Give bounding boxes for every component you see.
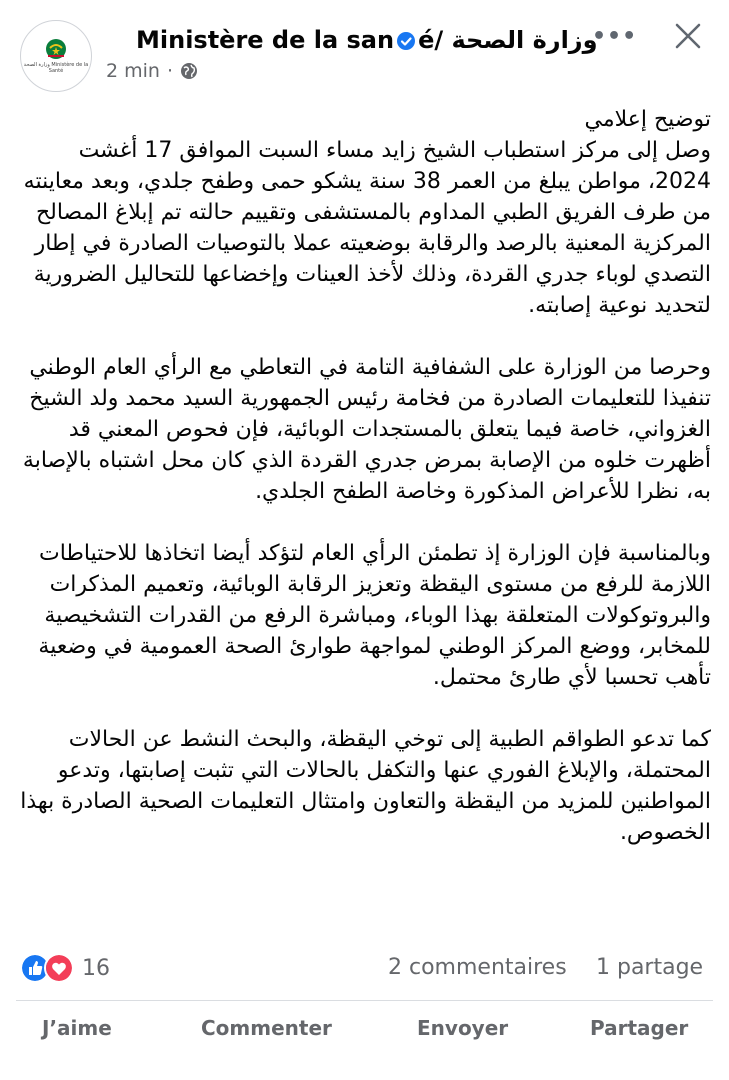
send-button[interactable]: Envoyer <box>417 1016 509 1040</box>
post-body <box>14 104 711 879</box>
divider <box>16 1000 713 1001</box>
shares-count[interactable]: 1 partage <box>596 955 704 980</box>
post-paragraph-2: وحرصا من الوزارة على الشفافية التامة في التعاطي مع الرأي العام الوطني تنفيذا للتعليمات الصادرة من فخامة رئيس الجمهورية السيد محمد ولد الشيخ الغزواني، خاصة فيما يتعلق بالمستجدات الوبائية، فإن فحوص المعني قد أظهرت خلوه من الإصابة بمرض جدري القردة الذي كان محل اشتباه بالإصابة به، نظرا للأعراض المذكورة وخاصة الطفح الجلدي. <box>22 355 711 504</box>
post-meta <box>106 60 198 82</box>
more-options-icon[interactable]: ••• <box>592 24 638 49</box>
post-title: توضيح إعلامي <box>584 107 711 132</box>
reactions-summary[interactable] <box>20 953 110 983</box>
post-paragraph-1: وصل إلى مركز استطباب الشيخ زايد مساء السبت الموافق 17 أغشت 2024، مواطن يبلغ من العمر 38 سنة يشكو حمى وطفح جلدي، وبعد معاينته من طرف الفريق الطبي المداوم بالمستشفى وتقييم حالته تم إبلاغ المصالح المركزية المعنية بالرصد والرقابة بوضعيته عملا بالتوصيات الصادرة في إطار التصدي لوباء جدري القردة، وذلك لأخذ العينات وإخضاعها للتحاليل الضرورية لتحديد نوعية إصابته. <box>23 138 711 318</box>
love-reaction-icon <box>44 953 74 983</box>
verified-badge-icon <box>396 31 416 51</box>
page-name-suffix: é/ وزارة الصحة <box>418 26 598 54</box>
share-button[interactable]: Partager <box>590 1016 689 1040</box>
close-icon[interactable] <box>672 20 704 52</box>
post-paragraph-3: وبالمناسبة فإن الوزارة إذ تطمئن الرأي العام لتؤكد أيضا اتخاذها للاحتياطات اللازمة للرفع من مستوى اليقظة وتعزيز الرقابة الوبائية، وتعميم المذكرات والبروتوكولات المتعلقة بهذا الوباء، ومباشرة الرفع من القدرات التشخيصية للمخابر، ووضع المركز الوطني لمواجهة طوارئ الصحة العمومية في وضعية تأهب تحسبا لأي طارئ محتمل. <box>38 541 711 690</box>
action-bar <box>0 1016 729 1046</box>
avatar-caption: وزارة الصحة Ministère de la Santé <box>23 62 89 74</box>
meta-separator: · <box>166 60 174 82</box>
post-time[interactable]: 2 min <box>106 60 160 82</box>
reaction-count: 16 <box>82 955 110 981</box>
ministry-emblem-icon <box>45 38 67 60</box>
post-header <box>0 0 729 100</box>
comment-button[interactable]: Commenter <box>201 1016 332 1040</box>
comments-count[interactable]: 2 commentaires <box>388 955 567 980</box>
post-paragraph-4: كما تدعو الطواقم الطبية إلى توخي اليقظة، والبحث النشط عن الحالات المحتملة، والإبلاغ الفوري عنها والتكفل بالحالات التي تثبت إصابتها، وتدعو المواطنين للمزيد من اليقظة والتعاون وامتثال التعليمات الصحية الصادرة بهذا الخصوص. <box>20 727 711 845</box>
globe-icon <box>180 62 198 80</box>
page-name[interactable] <box>136 26 598 54</box>
page-avatar[interactable] <box>20 20 92 92</box>
like-button[interactable]: J’aime <box>42 1016 112 1040</box>
page-name-prefix: Ministère de la san <box>136 26 395 54</box>
